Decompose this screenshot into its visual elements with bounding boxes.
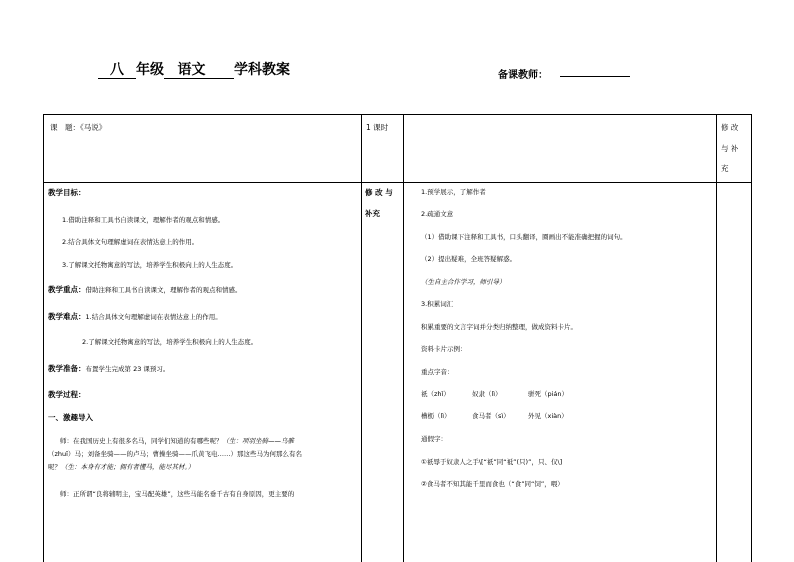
prep-text: 布置学生完成第 23 课预习。	[85, 365, 170, 373]
revise-header-3: 充	[721, 164, 729, 173]
process-label: 教学过程：	[48, 390, 86, 399]
para-1-end: 呢？	[48, 463, 61, 471]
section-1-heading: 一、激趣导入	[48, 413, 93, 422]
phon-4: 槽枥（lì）	[421, 412, 451, 420]
key-row	[48, 285, 242, 295]
table-border-right	[751, 114, 752, 562]
right-item-3-text: 积累重要的文言字词并分类归纳整理，做成资料卡片。	[421, 323, 577, 331]
table-col-3	[716, 114, 717, 562]
phon-2: 奴隶（lì）	[472, 390, 502, 398]
revise-header-1: 修 改	[721, 123, 739, 132]
doc-type: 学科教案	[234, 62, 290, 78]
para-1-line-1	[60, 437, 294, 446]
phon-6: 外见（xiàn）	[528, 412, 568, 420]
grade-suffix: 年级	[136, 62, 164, 78]
topic-row	[50, 123, 106, 132]
revise-mid-1: 修 改 与	[365, 188, 393, 197]
right-item-3: 3.积累词汇	[421, 300, 454, 308]
teacher-blank	[560, 76, 630, 77]
para-1-line-2: （zhuī）马；刘备坐骑——的卢马；曹操坐骑——爪黄飞电……）那这些马为何那么有名	[48, 450, 302, 458]
period-value: 1 课时	[366, 123, 389, 132]
diff-label: 教学难点：	[48, 312, 86, 321]
prep-label: 教学准备：	[48, 364, 86, 373]
phon-label: 重点字音：	[421, 368, 454, 376]
para-1-text: 师：在我国历史上有很多名马，同学们知道的有哪些呢？	[60, 437, 223, 445]
table-col-1	[361, 114, 362, 562]
tong-1: ①祇辱于奴隶人之手\[“祇”同“祗”(只)”，只、仅\]	[421, 458, 563, 466]
table-divider-row	[43, 182, 752, 183]
grade-value: 八	[98, 63, 136, 79]
document-title	[98, 62, 290, 79]
goal-3: 3.了解课文托物寓意的写法，培养学生积极向上的人生态度。	[62, 261, 238, 269]
subject-pad	[219, 63, 234, 79]
tong-2: ②食马者不知其能千里而食也（“食”同“饲”，喂）	[421, 480, 564, 488]
card-label: 资料卡片示例：	[421, 345, 467, 353]
topic-value: 《马说》	[80, 123, 107, 132]
phon-3: 骈死（pián）	[528, 390, 569, 398]
prep-row	[48, 364, 169, 374]
key-label: 教学重点：	[48, 285, 86, 294]
teacher-label: 备课教师：	[498, 70, 548, 81]
topic-label: 课 题：	[50, 123, 80, 132]
goal-2: 2.结合具体文句理解虚词在表情达意上的作用。	[62, 238, 199, 246]
goal-1: 1.借助注释和工具书自读课文，理解作者的观点和情感。	[62, 216, 225, 224]
phon-1: 祇（zhǐ）	[421, 390, 450, 398]
para-1-note: （生：项羽坐骑——乌骓	[222, 437, 294, 445]
right-item-2: 2.疏通文意	[421, 210, 454, 218]
table-border-top	[43, 114, 752, 115]
tong-label: 通假字：	[421, 435, 447, 443]
right-item-2-1: （1）借助课下注释和工具书，口头翻译，圈画出不能准确把握的词句。	[421, 233, 627, 241]
subject-value: 语文	[164, 63, 219, 79]
para-1-end-note: （生：本身有才能；拥有者懂马，能尽其材。）	[61, 463, 195, 471]
right-item-2-2: （2）提出疑难，全班答疑解惑。	[421, 255, 517, 263]
revise-header-2: 与 补	[721, 144, 739, 153]
goals-label: 教学目标：	[48, 188, 86, 197]
table-col-2	[403, 114, 404, 562]
phon-5: 食马者（sì）	[472, 412, 510, 420]
diff-2: 2.了解课文托物寓意的写法，培养学生积极向上的人生态度。	[82, 338, 258, 346]
revise-mid-2: 补充	[365, 209, 380, 218]
para-2-line-1: 师：正所谓“良将辅明主，宝马配英雄”，这些马能名垂千古有自身原因，更主要的	[60, 490, 295, 498]
diff-1: 1.结合具体文句理解虚词在表情达意上的作用。	[85, 313, 222, 321]
right-item-1: 1.预学展示，了解作者	[421, 188, 486, 196]
table-border-left	[43, 114, 44, 562]
para-1-line-3	[48, 463, 194, 472]
right-item-2-note: （生自主合作学习，师引导）	[421, 278, 506, 286]
key-text: 借助注释和工具书自读课文，理解作者的观点和情感。	[85, 286, 242, 294]
diff-row	[48, 312, 222, 322]
